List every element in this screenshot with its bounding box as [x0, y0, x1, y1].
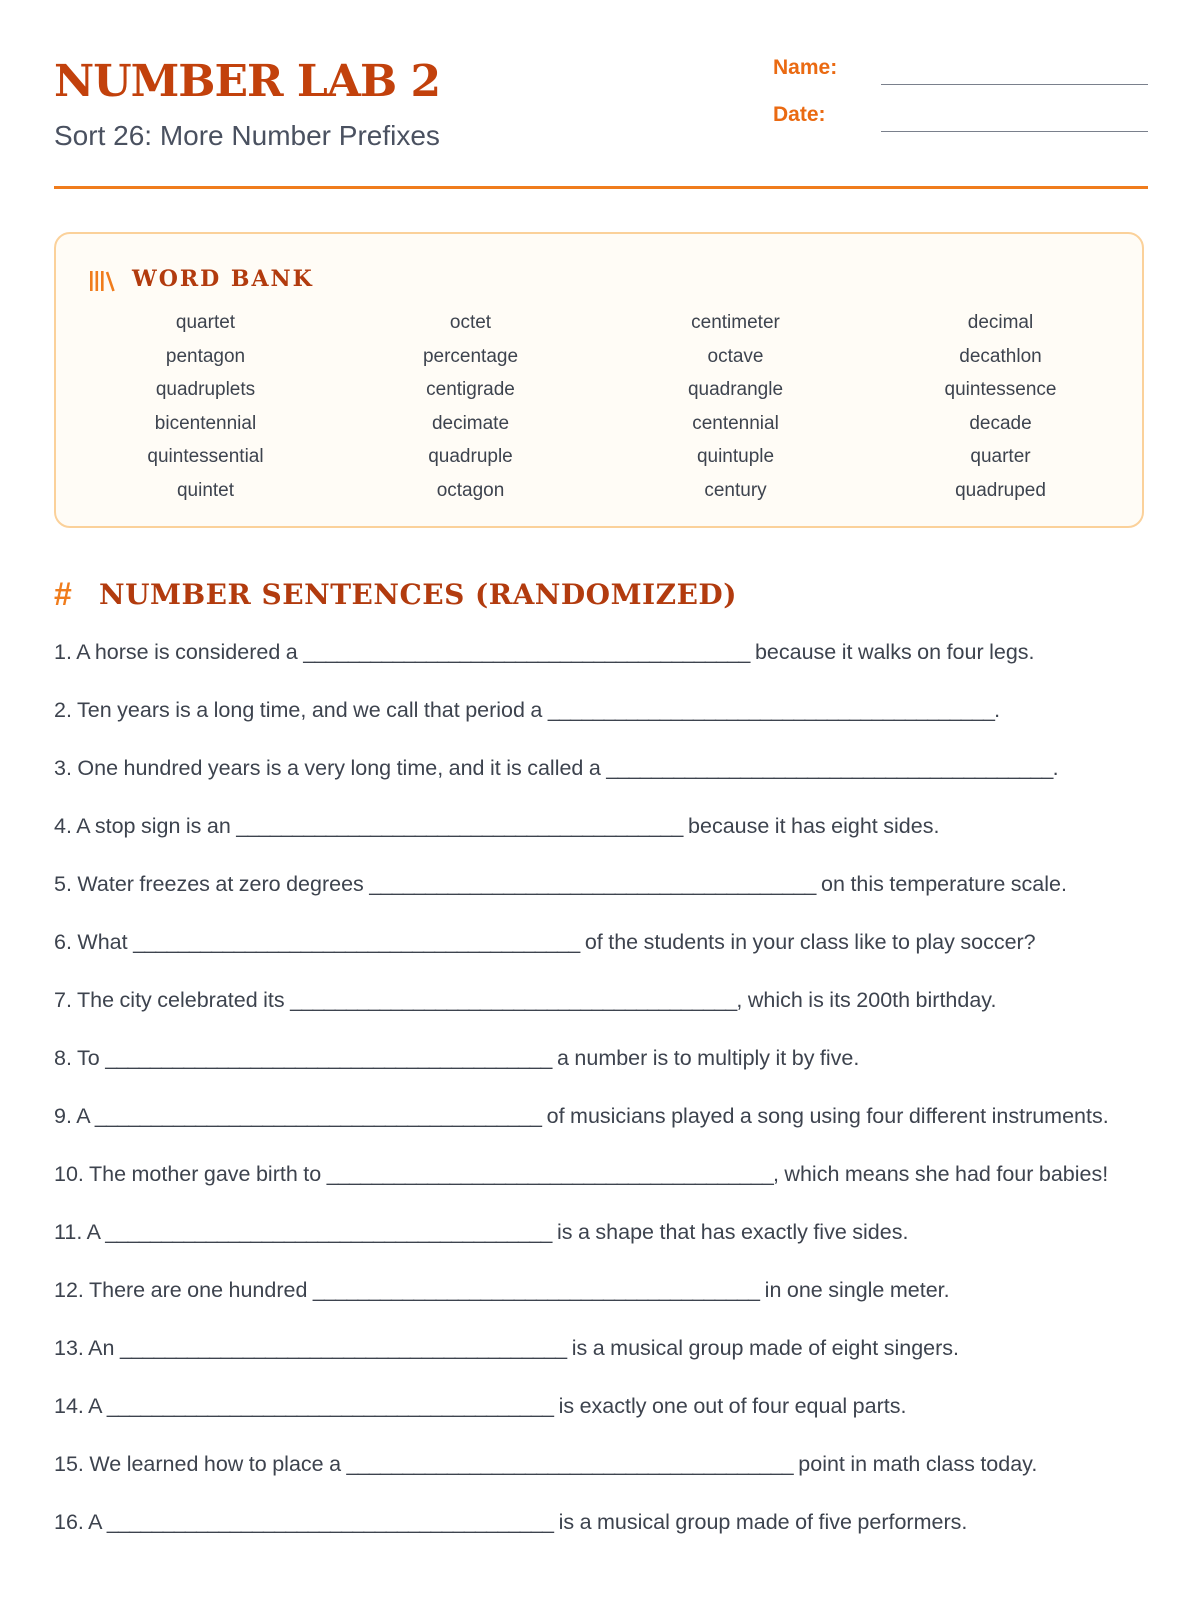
books-icon — [88, 268, 116, 294]
sentence-text-before: 15. We learned how to place a — [54, 1452, 347, 1476]
answer-blank[interactable]: ________________________________________ — [105, 1046, 552, 1070]
sentence-text-after: is a musical group made of five performers. — [553, 1510, 968, 1534]
sentence-item — [54, 1390, 1148, 1422]
sentence-text-after: because it walks on four legs. — [749, 640, 1035, 664]
sentence-item — [54, 1100, 1148, 1132]
page-subtitle: Sort 26: More Number Prefixes — [54, 120, 440, 151]
header-divider — [54, 186, 1148, 189]
answer-blank[interactable]: ________________________________________ — [369, 872, 816, 896]
date-field[interactable] — [881, 131, 1148, 132]
sentence-text-after: is a musical group made of eight singers. — [566, 1336, 960, 1360]
hash-icon: # — [54, 576, 72, 612]
word-bank-word: quintet — [176, 479, 235, 501]
answer-blank[interactable]: ________________________________________ — [346, 1452, 793, 1476]
word-bank-word: quintuple — [696, 446, 775, 467]
word-bank-word: centennial — [692, 412, 779, 434]
answer-blank[interactable]: ________________________________________ — [106, 1394, 554, 1418]
sentence-text-after: . — [1052, 756, 1059, 780]
sentence-text-after: of the students in your class like to play soccer? — [579, 930, 1036, 954]
sentence-text-after: , which means she had four babies! — [772, 1162, 1109, 1186]
word-bank-word: quintessence — [944, 379, 1057, 400]
answer-blank[interactable]: ________________________________________ — [303, 640, 750, 664]
sentence-item — [54, 984, 1148, 1016]
word-bank-word: century — [704, 479, 767, 501]
sentence-item — [54, 1448, 1148, 1480]
word-bank-word: percentage — [422, 345, 519, 367]
sentence-text-before: 16. A — [54, 1510, 107, 1534]
page-title: NUMBER LAB 2 — [54, 56, 441, 107]
sentence-text-after: is a shape that has exactly five sides. — [551, 1220, 909, 1244]
sentence-text-before: 9. A — [54, 1104, 95, 1128]
answer-blank[interactable]: ________________________________________ — [547, 698, 995, 722]
word-bank-word: quadruplets — [155, 379, 256, 400]
word-bank-word: centimeter — [691, 312, 780, 333]
sentence-text-after: . — [994, 698, 1001, 722]
worksheet-page — [54, 0, 1148, 1534]
word-bank-word: decimal — [967, 312, 1034, 333]
word-bank-word: decade — [969, 412, 1032, 434]
sentence-item — [54, 810, 1148, 842]
word-bank-word: centigrade — [426, 379, 515, 400]
word-bank-word: quadrangle — [687, 379, 784, 400]
word-bank-word: quadruped — [955, 479, 1046, 501]
word-bank-word: pentagon — [165, 345, 246, 367]
sentence-item — [54, 636, 1148, 668]
sentence-text-before: 6. What — [54, 930, 134, 954]
sentence-text-after: on this temperature scale. — [815, 872, 1067, 896]
answer-blank[interactable]: ________________________________________ — [312, 1278, 760, 1302]
answer-blank[interactable]: ________________________________________ — [119, 1336, 567, 1360]
answer-blank[interactable]: ________________________________________ — [606, 756, 1053, 780]
word-bank-word: quintessential — [147, 446, 264, 467]
word-bank-word: bicentennial — [154, 412, 257, 434]
sentence-text-before: 5. Water freezes at zero degrees — [54, 872, 370, 896]
word-bank-word: decimate — [431, 412, 510, 434]
sentence-item — [54, 752, 1148, 784]
sentence-list — [54, 636, 1148, 1564]
sentence-item — [54, 1158, 1148, 1190]
word-bank-word: octet — [449, 312, 492, 333]
sentence-text-before: 2. Ten years is a long time, and we call that period a — [54, 698, 548, 722]
sentence-text-after: point in math class today. — [792, 1452, 1038, 1476]
sentence-item — [54, 1274, 1148, 1306]
answer-blank[interactable]: ________________________________________ — [290, 988, 737, 1012]
sentence-text-after: , which is its 200th birthday. — [736, 988, 997, 1012]
header — [54, 0, 1148, 190]
answer-blank[interactable]: ________________________________________ — [133, 930, 580, 954]
sentence-text-after: is exactly one out of four equal parts. — [553, 1394, 907, 1418]
sentence-item — [54, 1332, 1148, 1364]
word-bank-word: quartet — [175, 312, 236, 333]
word-bank-word: quadruple — [428, 446, 513, 467]
sentence-text-after: because it has eight sides. — [682, 814, 940, 838]
sentence-item — [54, 926, 1148, 958]
sentence-text-before: 4. A stop sign is an — [54, 814, 237, 838]
sentence-text-before: 3. One hundred years is a very long time, and it is called a — [54, 756, 607, 780]
sentence-text-after: in one single meter. — [759, 1278, 950, 1302]
sentence-text-before: 10. The mother gave birth to — [54, 1162, 327, 1186]
sentence-text-after: a number is to multiply it by five. — [551, 1046, 860, 1070]
word-bank-word: quarter — [970, 446, 1031, 467]
word-bank-word: octave — [707, 345, 764, 367]
sentence-text-before: 13. An — [54, 1336, 120, 1360]
answer-blank[interactable]: ________________________________________ — [105, 1220, 552, 1244]
sentence-item — [54, 1506, 1148, 1538]
word-bank-word: decathlon — [959, 345, 1042, 367]
name-field[interactable] — [881, 84, 1148, 85]
word-bank-word: octagon — [436, 479, 505, 501]
sentence-item — [54, 1042, 1148, 1074]
answer-blank[interactable]: ________________________________________ — [106, 1510, 554, 1534]
word-bank-grid — [56, 306, 1142, 507]
sentence-item — [54, 1216, 1148, 1248]
answer-blank[interactable]: ________________________________________ — [236, 814, 683, 838]
sentence-text-before: 12. There are one hundred — [54, 1278, 313, 1302]
sentences-title: NUMBER SENTENCES (RANDOMIZED) — [99, 578, 737, 611]
answer-blank[interactable]: ________________________________________ — [326, 1162, 773, 1186]
word-bank — [54, 232, 1144, 528]
word-bank-title: WORD BANK — [132, 266, 314, 292]
sentence-text-before: 1. A horse is considered a — [54, 640, 304, 664]
sentence-text-before: 7. The city celebrated its — [54, 988, 291, 1012]
sentence-item — [54, 868, 1148, 900]
date-label: Date: — [773, 103, 826, 126]
sentence-text-after: of musicians played a song using four different instruments. — [541, 1104, 1109, 1128]
sentence-text-before: 8. To — [54, 1046, 106, 1070]
name-label: Name: — [773, 56, 838, 79]
sentence-text-before: 11. A — [54, 1220, 106, 1244]
answer-blank[interactable]: ________________________________________ — [94, 1104, 542, 1128]
sentence-text-before: 14. A — [54, 1394, 107, 1418]
sentence-item — [54, 694, 1148, 726]
